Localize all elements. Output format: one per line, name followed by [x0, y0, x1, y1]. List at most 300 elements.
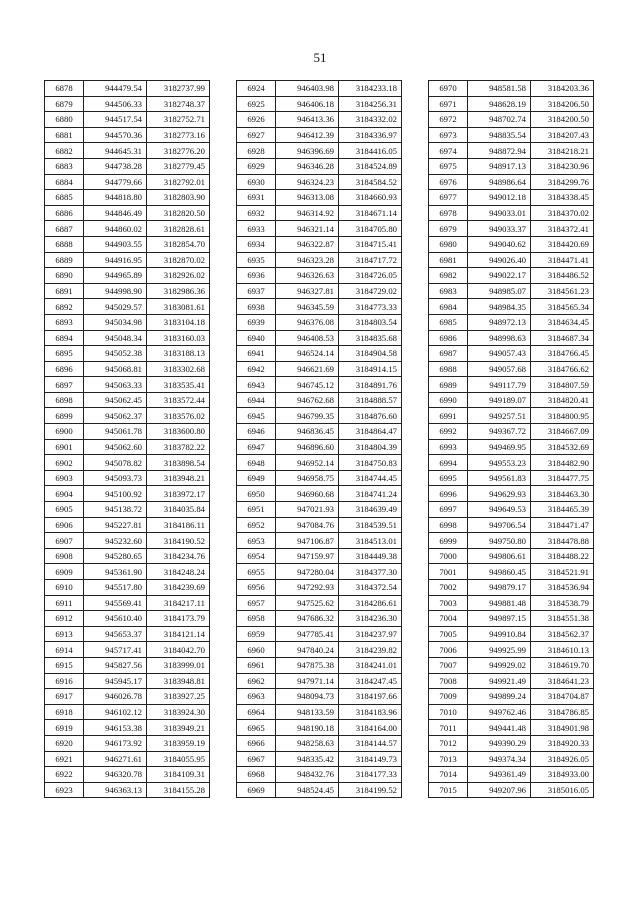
y-coordinate-cell: 3184121.14: [147, 626, 210, 642]
table-row: [429, 158, 594, 174]
x-coordinate-cell: 948702.74: [468, 112, 531, 128]
table-row: [429, 548, 594, 564]
x-coordinate-cell: 946621.69: [276, 361, 339, 377]
y-coordinate-cell: 3184332.02: [339, 112, 402, 128]
point-number-cell: 6908: [45, 548, 84, 564]
x-coordinate-cell: 945078.82: [84, 455, 147, 471]
point-number-cell: 6882: [45, 143, 84, 159]
y-coordinate-cell: 3184155.28: [147, 782, 210, 798]
table-row: [45, 564, 210, 580]
y-coordinate-cell: 3184239.69: [147, 580, 210, 596]
point-number-cell: 6916: [45, 673, 84, 689]
y-coordinate-cell: 3182737.99: [147, 81, 210, 97]
point-number-cell: 6895: [45, 346, 84, 362]
point-number-cell: 6967: [237, 751, 276, 767]
point-number-cell: 6903: [45, 470, 84, 486]
table-row: [429, 502, 594, 518]
table-row: [429, 190, 594, 206]
table-row: [237, 642, 402, 658]
x-coordinate-cell: 948917.13: [468, 158, 531, 174]
y-coordinate-cell: 3184239.82: [339, 642, 402, 658]
table-row: [429, 580, 594, 596]
point-number-cell: 6974: [429, 143, 468, 159]
x-coordinate-cell: 946524.14: [276, 346, 339, 362]
point-number-cell: 6897: [45, 377, 84, 393]
table-row: [429, 346, 594, 362]
point-number-cell: 7005: [429, 626, 468, 642]
y-coordinate-cell: 3182870.02: [147, 252, 210, 268]
y-coordinate-cell: 3184538.79: [531, 595, 594, 611]
point-number-cell: 6941: [237, 346, 276, 362]
table-row: [237, 517, 402, 533]
y-coordinate-cell: 3182776.20: [147, 143, 210, 159]
point-number-cell: 7001: [429, 564, 468, 580]
y-coordinate-cell: 3183924.30: [147, 704, 210, 720]
table-row: [45, 174, 210, 190]
y-coordinate-cell: 3183999.01: [147, 657, 210, 673]
x-coordinate-cell: 947106.87: [276, 533, 339, 549]
y-coordinate-cell: 3184218.21: [531, 143, 594, 159]
table-row: [429, 143, 594, 159]
x-coordinate-cell: 946762.68: [276, 392, 339, 408]
x-coordinate-cell: 945100.92: [84, 486, 147, 502]
x-coordinate-cell: 945034.98: [84, 314, 147, 330]
table-row: [237, 190, 402, 206]
table-row: [429, 236, 594, 252]
point-number-cell: 6913: [45, 626, 84, 642]
x-coordinate-cell: 945068.81: [84, 361, 147, 377]
y-coordinate-cell: 3184449.38: [339, 548, 402, 564]
x-coordinate-cell: 944738.28: [84, 158, 147, 174]
point-number-cell: 7006: [429, 642, 468, 658]
table-row: [237, 112, 402, 128]
table-row: [45, 689, 210, 705]
x-coordinate-cell: 945232.60: [84, 533, 147, 549]
point-number-cell: 6948: [237, 455, 276, 471]
table-row: [237, 299, 402, 315]
y-coordinate-cell: 3184336.97: [339, 127, 402, 143]
point-number-cell: 6973: [429, 127, 468, 143]
table-row: [237, 751, 402, 767]
point-number-cell: 6963: [237, 689, 276, 705]
table-row: [45, 190, 210, 206]
point-number-cell: 6966: [237, 735, 276, 751]
y-coordinate-cell: 3184164.00: [339, 720, 402, 736]
y-coordinate-cell: 3183948.21: [147, 470, 210, 486]
x-coordinate-cell: 948335.42: [276, 751, 339, 767]
point-number-cell: 6979: [429, 221, 468, 237]
x-coordinate-cell: 949806.61: [468, 548, 531, 564]
table-row: [429, 252, 594, 268]
x-coordinate-cell: 946836.45: [276, 424, 339, 440]
x-coordinate-cell: 946026.78: [84, 689, 147, 705]
x-coordinate-cell: 948190.18: [276, 720, 339, 736]
x-coordinate-cell: 949750.80: [468, 533, 531, 549]
x-coordinate-cell: 949899.24: [468, 689, 531, 705]
y-coordinate-cell: 3184197.66: [339, 689, 402, 705]
table-row: [429, 96, 594, 112]
y-coordinate-cell: 3184370.02: [531, 205, 594, 221]
point-number-cell: 6920: [45, 735, 84, 751]
table-row: [237, 424, 402, 440]
y-coordinate-cell: 3184704.87: [531, 689, 594, 705]
x-coordinate-cell: 948581.58: [468, 81, 531, 97]
table-row: [45, 221, 210, 237]
x-coordinate-cell: 945945.17: [84, 673, 147, 689]
table-row: [45, 673, 210, 689]
point-number-cell: 6984: [429, 299, 468, 315]
y-coordinate-cell: 3184247.45: [339, 673, 402, 689]
y-coordinate-cell: 3184891.76: [339, 377, 402, 393]
table-row: [45, 96, 210, 112]
table-row: [237, 673, 402, 689]
y-coordinate-cell: 3184800.95: [531, 408, 594, 424]
table-row: [237, 689, 402, 705]
table-row: [429, 470, 594, 486]
table-row: [45, 283, 210, 299]
x-coordinate-cell: 948985.07: [468, 283, 531, 299]
y-coordinate-cell: 3182820.50: [147, 205, 210, 221]
x-coordinate-cell: 949374.34: [468, 751, 531, 767]
y-coordinate-cell: 3184610.13: [531, 642, 594, 658]
x-coordinate-cell: 944903.55: [84, 236, 147, 252]
table-row: [429, 782, 594, 798]
table-row: [429, 408, 594, 424]
y-coordinate-cell: 3184551.38: [531, 611, 594, 627]
coordinates-table-3: [428, 80, 594, 798]
table-row: [429, 268, 594, 284]
point-number-cell: 7004: [429, 611, 468, 627]
x-coordinate-cell: 948986.64: [468, 174, 531, 190]
x-coordinate-cell: 946403.98: [276, 81, 339, 97]
point-number-cell: 7015: [429, 782, 468, 798]
point-number-cell: 6937: [237, 283, 276, 299]
table-row: [237, 81, 402, 97]
table-row: [45, 595, 210, 611]
x-coordinate-cell: 946173.92: [84, 735, 147, 751]
x-coordinate-cell: 949706.54: [468, 517, 531, 533]
point-number-cell: 6998: [429, 517, 468, 533]
x-coordinate-cell: 944645.31: [84, 143, 147, 159]
point-number-cell: 6899: [45, 408, 84, 424]
point-number-cell: 6944: [237, 392, 276, 408]
y-coordinate-cell: 3182828.61: [147, 221, 210, 237]
x-coordinate-cell: 946323.28: [276, 252, 339, 268]
y-coordinate-cell: 3184486.52: [531, 268, 594, 284]
x-coordinate-cell: 945052.38: [84, 346, 147, 362]
x-coordinate-cell: 945029.57: [84, 299, 147, 315]
y-coordinate-cell: 3184876.60: [339, 408, 402, 424]
table-row: [429, 642, 594, 658]
y-coordinate-cell: 3184206.50: [531, 96, 594, 112]
y-coordinate-cell: 3184420.69: [531, 236, 594, 252]
point-number-cell: 6915: [45, 657, 84, 673]
point-number-cell: 6949: [237, 470, 276, 486]
y-coordinate-cell: 3183572.44: [147, 392, 210, 408]
y-coordinate-cell: 3184035.84: [147, 502, 210, 518]
table-row: [45, 704, 210, 720]
x-coordinate-cell: 946320.78: [84, 767, 147, 783]
table-row: [429, 205, 594, 221]
table-row: [237, 486, 402, 502]
point-number-cell: 6958: [237, 611, 276, 627]
point-number-cell: 7010: [429, 704, 468, 720]
point-number-cell: 6985: [429, 314, 468, 330]
x-coordinate-cell: 949367.72: [468, 424, 531, 440]
table-row: [45, 143, 210, 159]
y-coordinate-cell: 3184416.05: [339, 143, 402, 159]
table-row: [237, 720, 402, 736]
x-coordinate-cell: 946327.81: [276, 283, 339, 299]
point-number-cell: 6906: [45, 517, 84, 533]
table-row: [45, 205, 210, 221]
y-coordinate-cell: 3182773.16: [147, 127, 210, 143]
table-row: [45, 502, 210, 518]
y-coordinate-cell: 3184177.33: [339, 767, 402, 783]
point-number-cell: 6919: [45, 720, 84, 736]
x-coordinate-cell: 947686.32: [276, 611, 339, 627]
x-coordinate-cell: 945093.73: [84, 470, 147, 486]
point-number-cell: 6972: [429, 112, 468, 128]
x-coordinate-cell: 944916.95: [84, 252, 147, 268]
x-coordinate-cell: 946314.92: [276, 205, 339, 221]
point-number-cell: 6884: [45, 174, 84, 190]
table-row: [429, 720, 594, 736]
table-row: [237, 205, 402, 221]
table-row: [429, 751, 594, 767]
y-coordinate-cell: 3183576.02: [147, 408, 210, 424]
y-coordinate-cell: 3184729.02: [339, 283, 402, 299]
table-row: [429, 767, 594, 783]
y-coordinate-cell: 3184471.41: [531, 252, 594, 268]
y-coordinate-cell: 3184521.91: [531, 564, 594, 580]
y-coordinate-cell: 3184726.05: [339, 268, 402, 284]
point-number-cell: 6911: [45, 595, 84, 611]
table-row: [237, 314, 402, 330]
y-coordinate-cell: 3184256.31: [339, 96, 402, 112]
x-coordinate-cell: 949897.15: [468, 611, 531, 627]
table-row: [45, 486, 210, 502]
x-coordinate-cell: 944860.02: [84, 221, 147, 237]
x-coordinate-cell: 945610.40: [84, 611, 147, 627]
x-coordinate-cell: 944818.80: [84, 190, 147, 206]
point-number-cell: 6990: [429, 392, 468, 408]
x-coordinate-cell: 949033.37: [468, 221, 531, 237]
y-coordinate-cell: 3184233.18: [339, 81, 402, 97]
y-coordinate-cell: 3184864.47: [339, 424, 402, 440]
x-coordinate-cell: 946376.08: [276, 314, 339, 330]
x-coordinate-cell: 945062.60: [84, 439, 147, 455]
y-coordinate-cell: 3184237.97: [339, 626, 402, 642]
table-row: [45, 580, 210, 596]
point-number-cell: 6887: [45, 221, 84, 237]
y-coordinate-cell: 3182779.45: [147, 158, 210, 174]
y-coordinate-cell: 3184660.93: [339, 190, 402, 206]
x-coordinate-cell: 946321.14: [276, 221, 339, 237]
point-number-cell: 6943: [237, 377, 276, 393]
y-coordinate-cell: 3184619.70: [531, 657, 594, 673]
point-number-cell: 7012: [429, 735, 468, 751]
point-number-cell: 6909: [45, 564, 84, 580]
x-coordinate-cell: 944506.33: [84, 96, 147, 112]
y-coordinate-cell: 3184926.05: [531, 751, 594, 767]
table-row: [237, 470, 402, 486]
y-coordinate-cell: 3183782.22: [147, 439, 210, 455]
table-row: [237, 330, 402, 346]
table-row: [45, 158, 210, 174]
y-coordinate-cell: 3184914.15: [339, 361, 402, 377]
table-row: [45, 439, 210, 455]
table-row: [45, 112, 210, 128]
point-number-cell: 6971: [429, 96, 468, 112]
table-row: [45, 314, 210, 330]
point-number-cell: 6991: [429, 408, 468, 424]
point-number-cell: 6976: [429, 174, 468, 190]
y-coordinate-cell: 3184807.59: [531, 377, 594, 393]
x-coordinate-cell: 948972.13: [468, 314, 531, 330]
table-row: [45, 299, 210, 315]
x-coordinate-cell: 949629.93: [468, 486, 531, 502]
table-row: [237, 236, 402, 252]
point-number-cell: 6910: [45, 580, 84, 596]
y-coordinate-cell: 3184482.90: [531, 455, 594, 471]
table-row: [45, 626, 210, 642]
table-row: [45, 470, 210, 486]
table-row: [237, 96, 402, 112]
point-number-cell: 6975: [429, 158, 468, 174]
table-row: [45, 330, 210, 346]
y-coordinate-cell: 3184463.30: [531, 486, 594, 502]
y-coordinate-cell: 3184565.34: [531, 299, 594, 315]
x-coordinate-cell: 949441.48: [468, 720, 531, 736]
y-coordinate-cell: 3184372.54: [339, 580, 402, 596]
x-coordinate-cell: 946102.12: [84, 704, 147, 720]
y-coordinate-cell: 3184536.94: [531, 580, 594, 596]
x-coordinate-cell: 945280.65: [84, 548, 147, 564]
point-number-cell: 6902: [45, 455, 84, 471]
table-row: [237, 392, 402, 408]
x-coordinate-cell: 945361.90: [84, 564, 147, 580]
x-coordinate-cell: 946406.18: [276, 96, 339, 112]
y-coordinate-cell: 3184561.23: [531, 283, 594, 299]
point-number-cell: 7014: [429, 767, 468, 783]
point-number-cell: 6970: [429, 81, 468, 97]
table-row: [237, 455, 402, 471]
y-coordinate-cell: 3184338.45: [531, 190, 594, 206]
point-number-cell: 6894: [45, 330, 84, 346]
point-number-cell: 6983: [429, 283, 468, 299]
coordinates-table-2: [236, 80, 402, 798]
point-number-cell: 6988: [429, 361, 468, 377]
y-coordinate-cell: 3184715.41: [339, 236, 402, 252]
table-row: [429, 424, 594, 440]
y-coordinate-cell: 3183927.25: [147, 689, 210, 705]
y-coordinate-cell: 3184804.39: [339, 439, 402, 455]
y-coordinate-cell: 3183188.13: [147, 346, 210, 362]
table-row: [429, 564, 594, 580]
x-coordinate-cell: 946346.28: [276, 158, 339, 174]
point-number-cell: 6940: [237, 330, 276, 346]
point-number-cell: 6996: [429, 486, 468, 502]
y-coordinate-cell: 3183948.81: [147, 673, 210, 689]
table-row: [429, 112, 594, 128]
x-coordinate-cell: 944570.36: [84, 127, 147, 143]
x-coordinate-cell: 946324.23: [276, 174, 339, 190]
point-number-cell: 6946: [237, 424, 276, 440]
y-coordinate-cell: 3184217.11: [147, 595, 210, 611]
x-coordinate-cell: 949860.45: [468, 564, 531, 580]
table-row: [429, 439, 594, 455]
table-row: [237, 361, 402, 377]
x-coordinate-cell: 944479.54: [84, 81, 147, 97]
x-coordinate-cell: 946396.69: [276, 143, 339, 159]
y-coordinate-cell: 3184667.09: [531, 424, 594, 440]
table-row: [237, 127, 402, 143]
table-row: [45, 408, 210, 424]
y-coordinate-cell: 3182986.36: [147, 283, 210, 299]
y-coordinate-cell: 3184183.96: [339, 704, 402, 720]
point-number-cell: 6904: [45, 486, 84, 502]
table-row: [45, 268, 210, 284]
y-coordinate-cell: 3184471.47: [531, 517, 594, 533]
x-coordinate-cell: 946413.36: [276, 112, 339, 128]
table-row: [45, 346, 210, 362]
table-row: [237, 268, 402, 284]
y-coordinate-cell: 3184671.14: [339, 205, 402, 221]
x-coordinate-cell: 948524.45: [276, 782, 339, 798]
point-number-cell: 6932: [237, 205, 276, 221]
y-coordinate-cell: 3184190.52: [147, 533, 210, 549]
table-row: [429, 595, 594, 611]
point-number-cell: 6921: [45, 751, 84, 767]
table-row: [237, 158, 402, 174]
x-coordinate-cell: 947021.93: [276, 502, 339, 518]
x-coordinate-cell: 948872.94: [468, 143, 531, 159]
y-coordinate-cell: 3184055.95: [147, 751, 210, 767]
point-number-cell: 6999: [429, 533, 468, 549]
table-row: [45, 236, 210, 252]
x-coordinate-cell: 949390.29: [468, 735, 531, 751]
y-coordinate-cell: 3184766.62: [531, 361, 594, 377]
x-coordinate-cell: 946322.87: [276, 236, 339, 252]
point-number-cell: 6890: [45, 268, 84, 284]
x-coordinate-cell: 944998.90: [84, 283, 147, 299]
point-number-cell: 7002: [429, 580, 468, 596]
y-coordinate-cell: 3184149.73: [339, 751, 402, 767]
point-number-cell: 6879: [45, 96, 84, 112]
y-coordinate-cell: 3183535.41: [147, 377, 210, 393]
table-row: [429, 174, 594, 190]
table-row: [429, 626, 594, 642]
point-number-cell: 6960: [237, 642, 276, 658]
x-coordinate-cell: 949026.40: [468, 252, 531, 268]
y-coordinate-cell: 3184773.33: [339, 299, 402, 315]
y-coordinate-cell: 3184377.30: [339, 564, 402, 580]
x-coordinate-cell: 949762.46: [468, 704, 531, 720]
point-number-cell: 6881: [45, 127, 84, 143]
y-coordinate-cell: 3183160.03: [147, 330, 210, 346]
point-number-cell: 6955: [237, 564, 276, 580]
x-coordinate-cell: 948094.73: [276, 689, 339, 705]
table-row: [45, 517, 210, 533]
table-row: [237, 408, 402, 424]
y-coordinate-cell: 3184236.30: [339, 611, 402, 627]
point-number-cell: 6950: [237, 486, 276, 502]
x-coordinate-cell: 949879.17: [468, 580, 531, 596]
point-number-cell: 6993: [429, 439, 468, 455]
table-row: [237, 548, 402, 564]
point-number-cell: 6952: [237, 517, 276, 533]
